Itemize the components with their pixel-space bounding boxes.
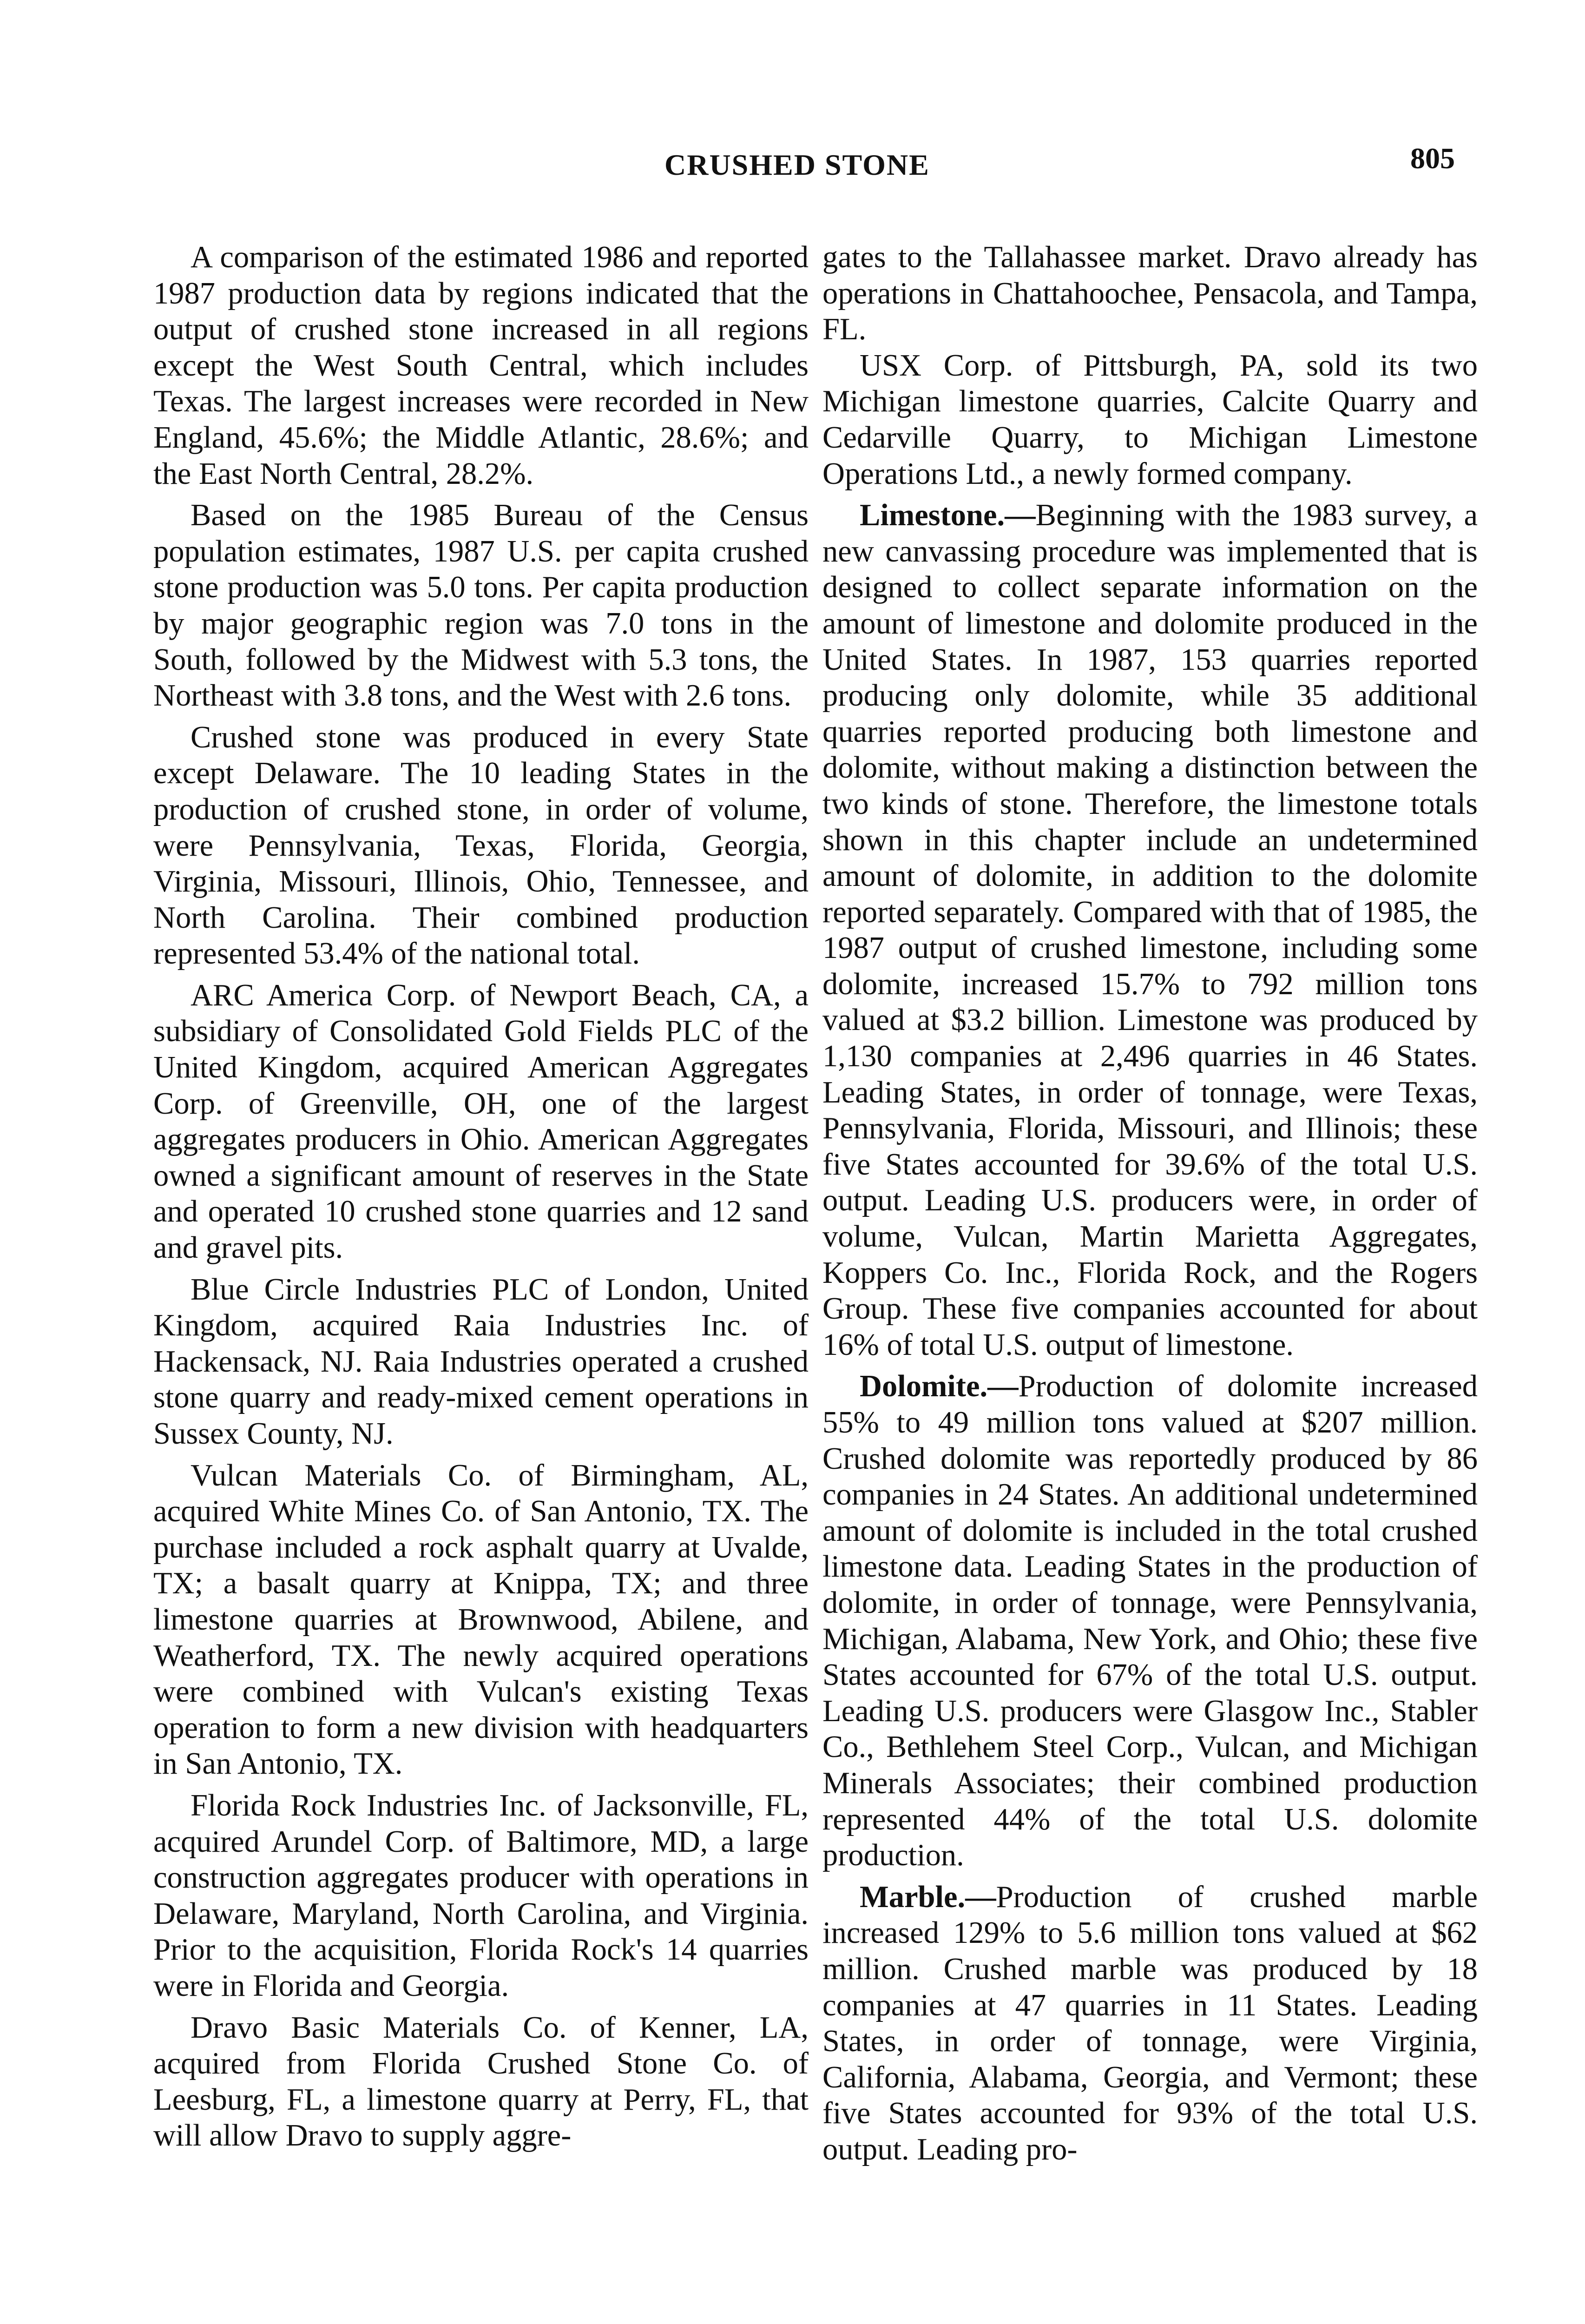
section-dolomite [822,1368,1478,1873]
dolomite-text: Production of dolomite increased 55% to 49 million tons valued at $207 million. Crushed dolomite was reportedly produced by 86 companies in 24 States. An additional undetermined amount of dolomite is included in the total crushed limestone data. Leading States in the production of dolomite, in order of tonnage, were Pennsylvania, Michigan, Alabama, New York, and Ohio; these five States accounted for 67% of the total U.S. output. Leading U.S. producers were Glasgow Inc., Stabler Co., Bethlehem Steel Corp., Vulcan, and Michigan Minerals Associates; their combined production represented 44% of the total U.S. dolomite production. [822,1369,1478,1873]
paragraph-per-capita: Based on the 1985 Bureau of the Census population estimates, 1987 U.S. per capita crushed stone production was 5.0 tons. Per capita production by major geographic region was 7.0 tons in the South, followed by the Midwest with 5.3 tons, the Northeast with 3.8 tons, and the West with 2.6 tons. [153,498,809,713]
paragraph-regional-comparison: A comparison of the estimated 1986 and reported 1987 production data by regions indicated that the output of crushed stone increased in all regions except the West South Central, which includes Texas. The largest increases were recorded in New England, 45.6%; the Middle Atlantic, 28.6%; and the East North Central, 28.2%. [153,240,809,491]
left-column [153,239,809,2154]
paragraph-blue-circle: Blue Circle Industries PLC of London, United Kingdom, acquired Raia Industries Inc. of Hackensack, NJ. Raia Industries operated a crushed stone quarry and ready-mixed cement operations in Sussex County, NJ. [153,1272,809,1451]
section-marble [822,1879,1478,2168]
paragraph-arc-america: ARC America Corp. of Newport Beach, CA, a subsidiary of Consolidated Gold Fields PLC of the United Kingdom, acquired American Aggregates Corp. of Greenville, OH, one of the largest aggregates producers in Ohio. American Aggregates owned a significant amount of reserves in the State and operated 10 crushed stone quarries and 12 sand and gravel pits. [153,978,809,1265]
page-number: 805 [1410,142,1455,175]
right-column [822,239,1478,2167]
section-limestone [822,497,1478,1363]
paragraph-dravo: Dravo Basic Materials Co. of Kenner, LA, acquired from Florida Crushed Stone Co. of Leesburg, FL, a limestone quarry at Perry, FL, that will allow Dravo to supply aggre- [153,2010,809,2153]
limestone-text: Beginning with the 1983 survey, a new canvassing procedure was implemented that is designed to collect separate information on the amount of limestone and dolomite produced in the United States. In 1987, 153 quarries reported producing only dolomite, while 35 additional quarries reported producing both limestone and dolomite, without making a distinction between the two kinds of stone. Therefore, the limestone totals shown in this chapter include an undetermined amount of dolomite, in addition to the dolomite reported separately. Compared with that of 1985, the 1987 output of crushed limestone, including some dolomite, increased 15.7% to 792 million tons valued at $3.2 billion. Limestone was produced by 1,130 companies at 2,496 quarries in 46 States. Leading States, in order of tonnage, were Texas, Pennsylvania, Florida, Missouri, and Illinois; these five States accounted for 39.6% of the total U.S. output. Leading U.S. producers were, in order of volume, Vulcan, Martin Marietta Aggregates, Koppers Co. Inc., Florida Rock, and the Rogers Group. These five companies accounted for about 16% of total U.S. output of limestone. [822,498,1478,1362]
paragraph-usx: USX Corp. of Pittsburgh, PA, sold its two Michigan limestone quarries, Calcite Quarry and Cedarville Quarry, to Michigan Limestone Operations Ltd., a newly formed company. [822,348,1478,491]
running-head: CRUSHED STONE [664,148,930,181]
paragraph-leading-states: Crushed stone was produced in every State except Delaware. The 10 leading States in the production of crushed stone, in order of volume, were Pennsylvania, Texas, Florida, Georgia, Virginia, Missouri, Illinois, Ohio, Tennessee, and North Carolina. Their combined production represented 53.4% of the national total. [153,720,809,971]
limestone-heading: Limestone.— [860,498,1036,533]
paragraph-vulcan: Vulcan Materials Co. of Birmingham, AL, acquired White Mines Co. of San Antonio, TX. The purchase included a rock asphalt quarry at Uvalde, TX; a basalt quarry at Knippa, TX; and three limestone quarries at Brownwood, Abilene, and Weatherford, TX. The newly acquired operations were combined with Vulcan's existing Texas operation to form a new division with headquarters in San Antonio, TX. [153,1458,809,1781]
marble-text: Production of crushed marble increased 129% to 5.6 million tons valued at $62 million. Crushed marble was produced by 18 companies at 47 quarries in 11 States. Leading States, in order of tonnage, were Virginia, California, Alabama, Georgia, and Vermont; these five States accounted for 93% of the total U.S. output. Leading pro- [822,1880,1478,2166]
paragraph-florida-rock: Florida Rock Industries Inc. of Jacksonville, FL, acquired Arundel Corp. of Baltimore, MD, a large construction aggregates producer with operations in Delaware, Maryland, North Carolina, and Virginia. Prior to the acquisition, Florida Rock's 14 quarries were in Florida and Georgia. [153,1788,809,2003]
paragraph-dravo-continued: gates to the Tallahassee market. Dravo already has operations in Chattahoochee, Pensacola, and Tampa, FL. [822,240,1478,347]
dolomite-heading: Dolomite.— [860,1369,1019,1404]
marble-heading: Marble.— [860,1880,996,1914]
